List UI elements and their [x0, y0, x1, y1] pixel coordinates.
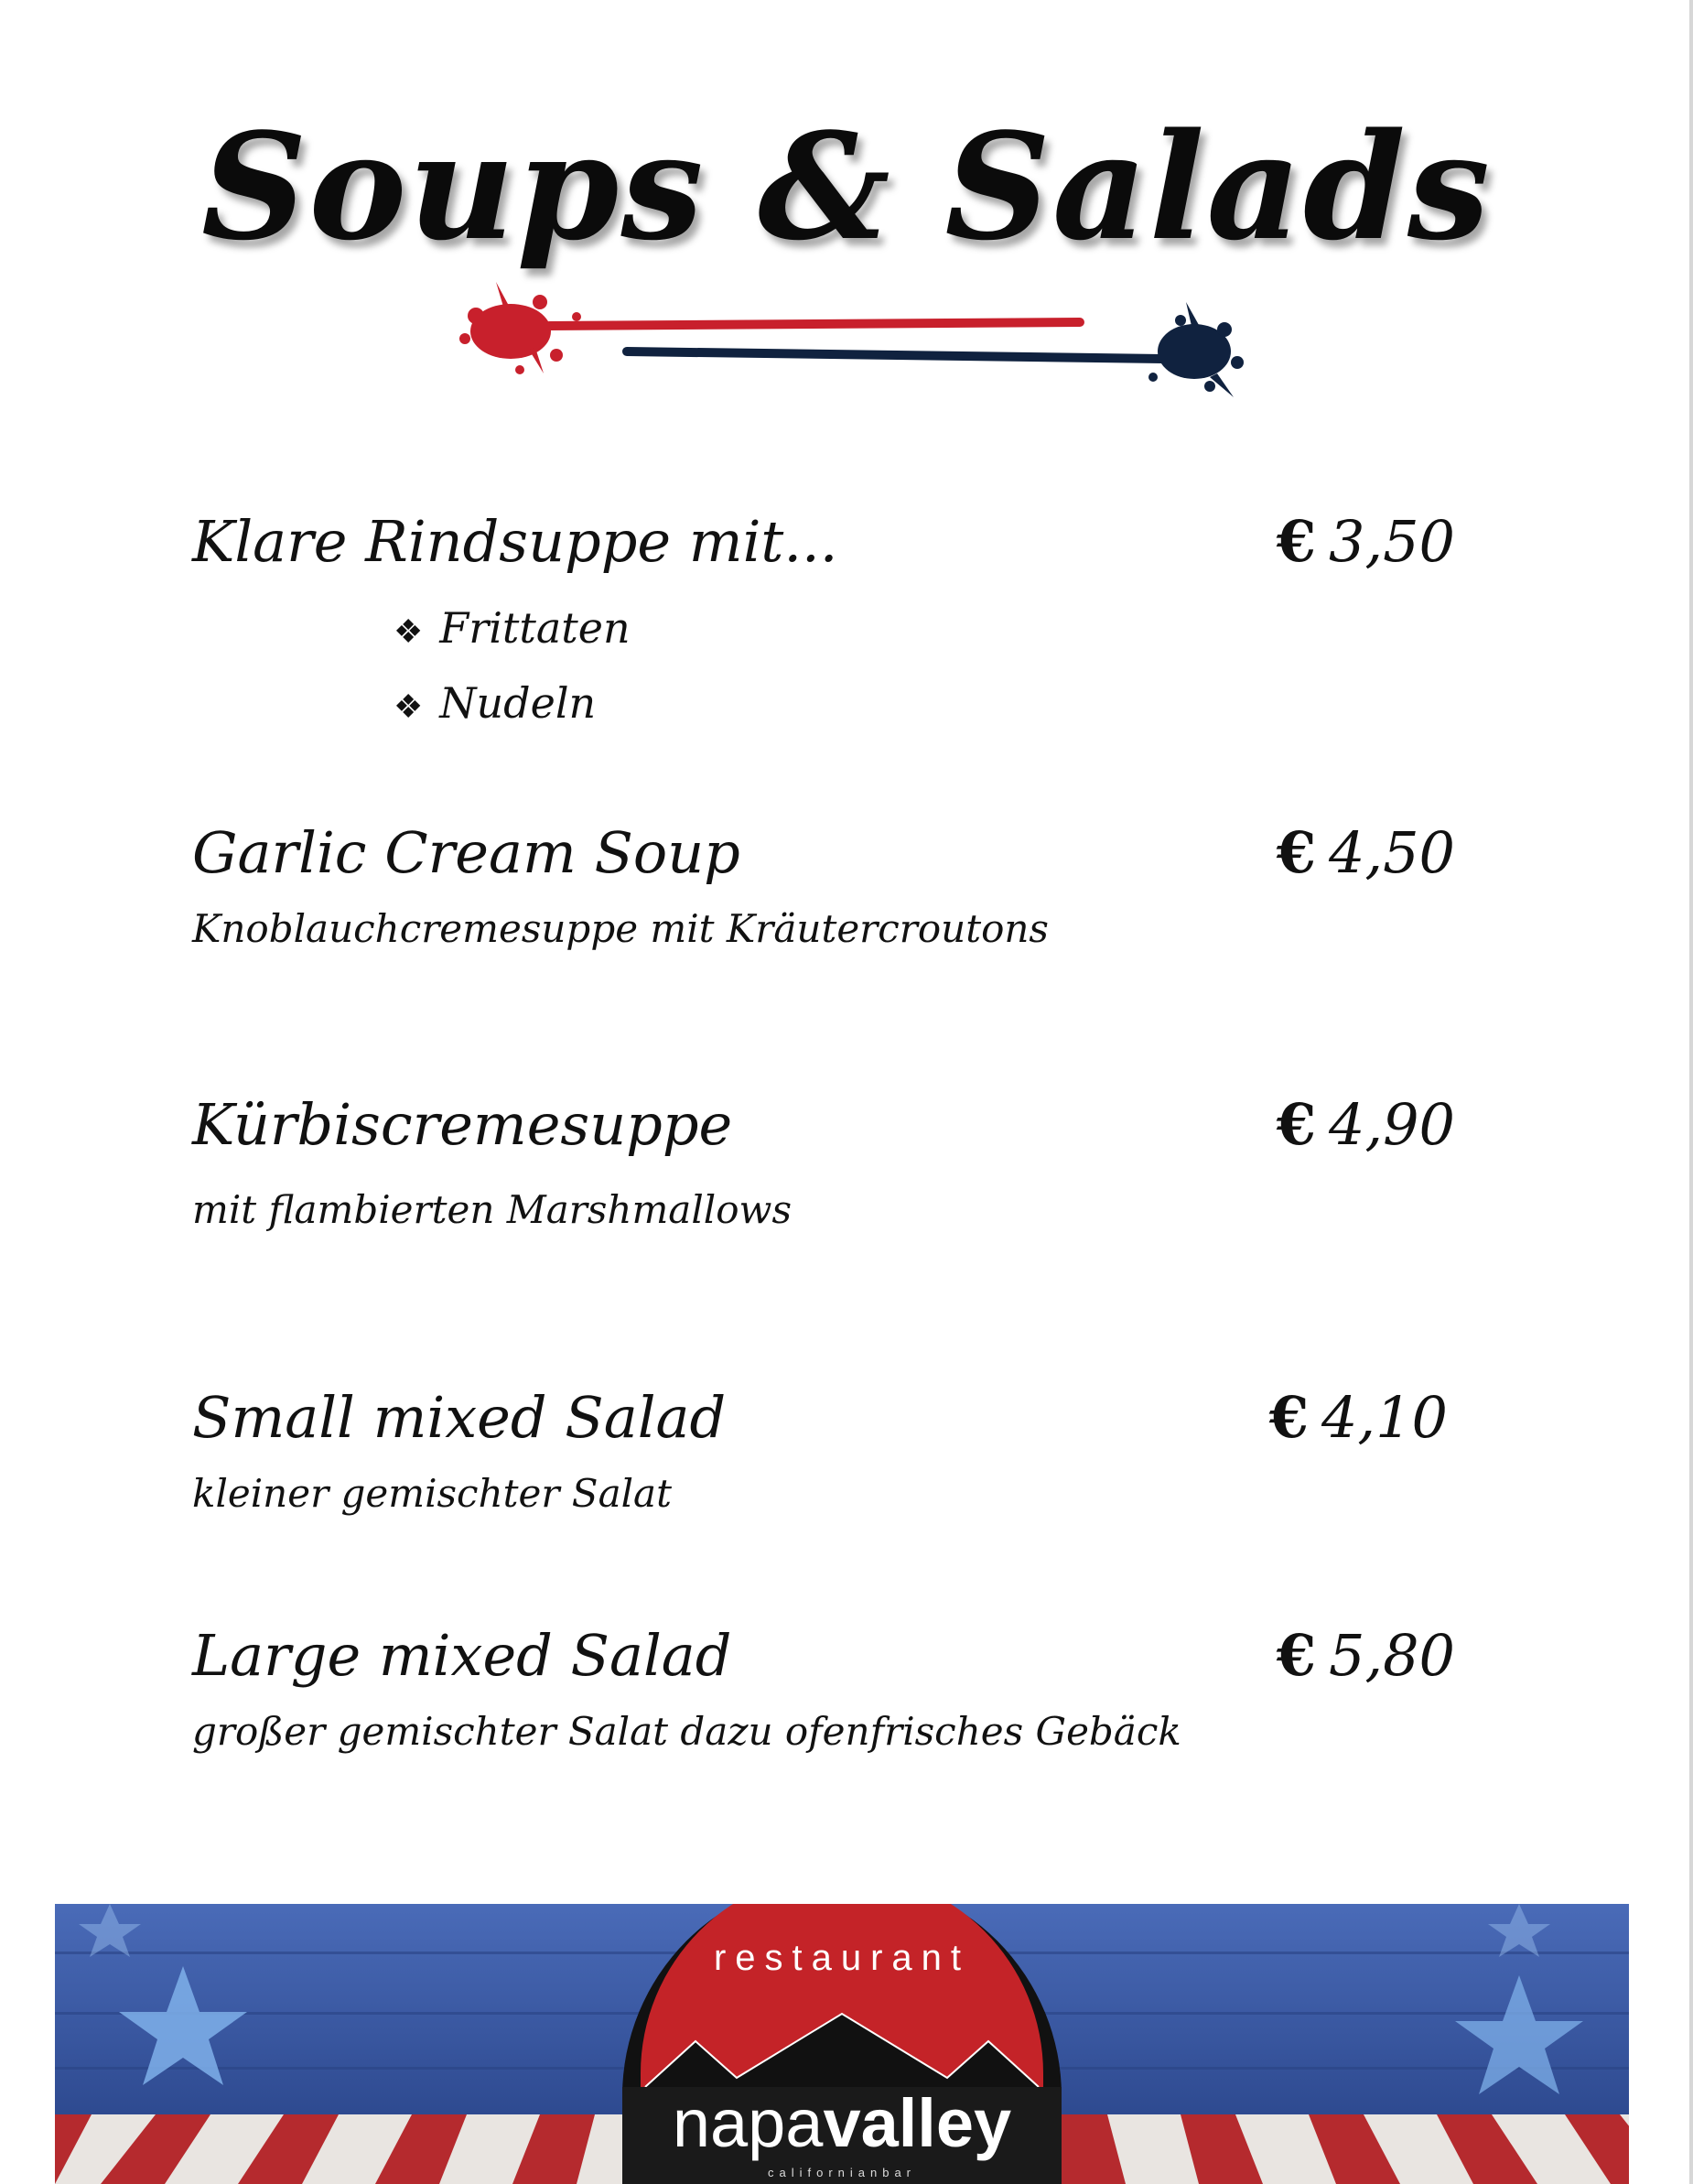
page-edge — [1689, 0, 1693, 2184]
navy-ink-splash-icon — [1148, 302, 1244, 397]
item-name: Kürbiscremesuppe — [192, 1091, 733, 1158]
item-name: Small mixed Salad — [192, 1384, 727, 1451]
currency-symbol: € — [1268, 1384, 1309, 1451]
footer-banner — [55, 1904, 1629, 2184]
option-label: Nudeln — [439, 678, 597, 728]
price-value: 4,10 — [1321, 1384, 1448, 1451]
option-list — [394, 590, 631, 741]
item-description: Knoblauchcremesuppe mit Kräutercroutons — [192, 906, 1049, 951]
menu-item-garlic-cream-soup — [192, 819, 1455, 966]
currency-symbol: € — [1276, 1622, 1316, 1689]
item-price — [1277, 1622, 1455, 1689]
diamond-bullet-icon: ❖ — [394, 613, 424, 651]
logo-main-light: napa — [672, 2085, 824, 2161]
item-price — [1269, 1384, 1448, 1451]
price-value: 5,80 — [1328, 1622, 1455, 1689]
page-title: Soups & Salads — [200, 101, 1493, 273]
item-name: Klare Rindsuppe mit... — [192, 508, 838, 575]
price-value: 4,50 — [1328, 819, 1455, 886]
option-item — [394, 590, 631, 665]
logo-sub-text: californianbar — [767, 2166, 917, 2179]
menu-item-klare-rindsuppe — [192, 508, 1455, 728]
currency-symbol: € — [1276, 1091, 1316, 1158]
logo-main-bold: valley — [823, 2085, 1012, 2161]
price-value: 4,90 — [1328, 1091, 1455, 1158]
item-name: Garlic Cream Soup — [192, 819, 740, 886]
menu-item-kuerbiscremesuppe — [192, 1091, 1455, 1238]
option-item — [394, 665, 631, 741]
logo-top-text: restaurant — [713, 1938, 971, 1978]
item-description: mit flambierten Marshmallows — [192, 1187, 792, 1232]
item-description: kleiner gemischter Salat — [192, 1471, 672, 1516]
item-price — [1277, 1091, 1455, 1158]
logo-main-text — [673, 2085, 1011, 2161]
title-divider — [448, 275, 1254, 412]
diamond-bullet-icon: ❖ — [394, 688, 424, 726]
option-label: Frittaten — [439, 603, 631, 653]
item-price — [1277, 508, 1455, 575]
currency-symbol: € — [1276, 508, 1316, 575]
currency-symbol: € — [1276, 819, 1316, 886]
menu-item-large-mixed-salad — [192, 1622, 1455, 1768]
item-name: Large mixed Salad — [192, 1622, 732, 1689]
item-price — [1277, 819, 1455, 886]
item-description: großer gemischter Salat dazu ofenfrisches Gebäck — [192, 1709, 1181, 1754]
menu-item-small-mixed-salad — [192, 1384, 1455, 1530]
price-value: 3,50 — [1328, 508, 1455, 575]
